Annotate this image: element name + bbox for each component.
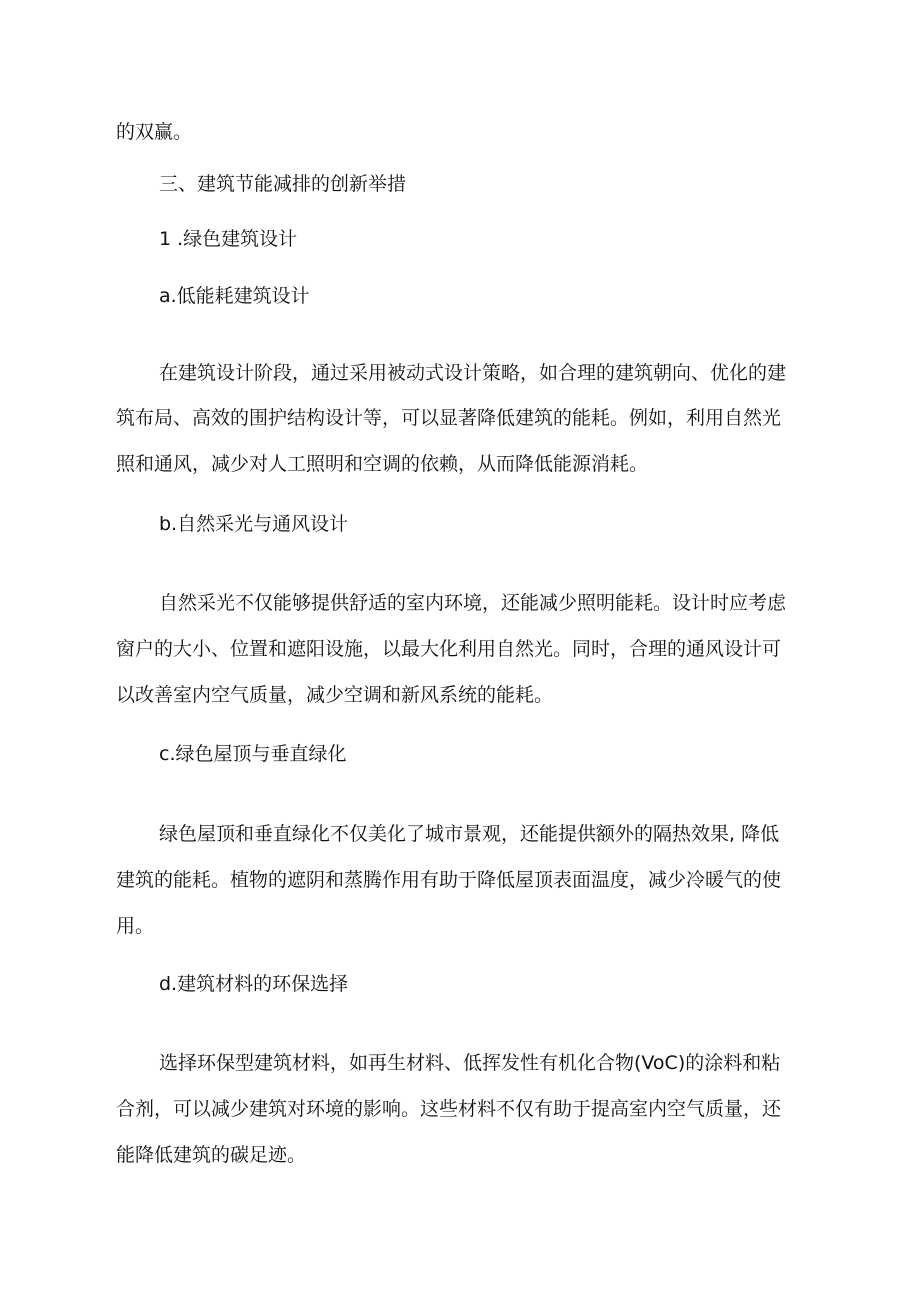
opening-fragment: 的双赢。 bbox=[116, 121, 193, 143]
section-heading: 三、建筑节能减排的创新举措 bbox=[159, 173, 407, 195]
item-a-heading: a.低能耗建筑设计 bbox=[159, 285, 310, 307]
item-d-heading: d.建筑材料的环保选择 bbox=[159, 973, 349, 995]
paragraph-line: 绿色屋顶和垂直绿化不仅美化了城市景观，还能提供额外的隔热效果, 降低 bbox=[159, 823, 780, 845]
paragraph-line: 筑布局、高效的围护结构设计等，可以显著降低建筑的能耗。例如，利用自然光 bbox=[116, 407, 782, 429]
paragraph-line: 选择环保型建筑材料，如再生材料、低挥发性有机化合物(VoC)的涂料和粘 bbox=[159, 1052, 781, 1074]
item-c-heading: c.绿色屋顶与垂直绿化 bbox=[159, 743, 347, 765]
paragraph-line: 合剂，可以减少建筑对环境的影响。这些材料不仅有助于提高室内空气质量，还 bbox=[116, 1098, 782, 1120]
paragraph-line: 用。 bbox=[116, 915, 155, 937]
paragraph-line: 以改善室内空气质量，减少空调和新风系统的能耗。 bbox=[116, 684, 554, 706]
subsection-heading: 1 .绿色建筑设计 bbox=[159, 228, 298, 250]
paragraph-line: 建筑的能耗。植物的遮阴和蒸腾作用有助于降低屋顶表面温度，减少冷暖气的使 bbox=[116, 869, 782, 891]
item-b-heading: b.自然采光与通风设计 bbox=[159, 513, 349, 535]
paragraph-line: 能降低建筑的碳足迹。 bbox=[116, 1144, 307, 1166]
paragraph-line: 在建筑设计阶段，通过采用被动式设计策略，如合理的建筑朝向、优化的建 bbox=[159, 362, 787, 384]
paragraph-line: 照和通风，减少对人工照明和空调的依赖，从而降低能源消耗。 bbox=[116, 453, 649, 475]
paragraph-line: 窗户的大小、位置和遮阳设施，以最大化利用自然光。同时，合理的通风设计可 bbox=[116, 638, 782, 660]
paragraph-line: 自然采光不仅能够提供舒适的室内环境，还能减少照明能耗。设计时应考虑 bbox=[159, 592, 787, 614]
